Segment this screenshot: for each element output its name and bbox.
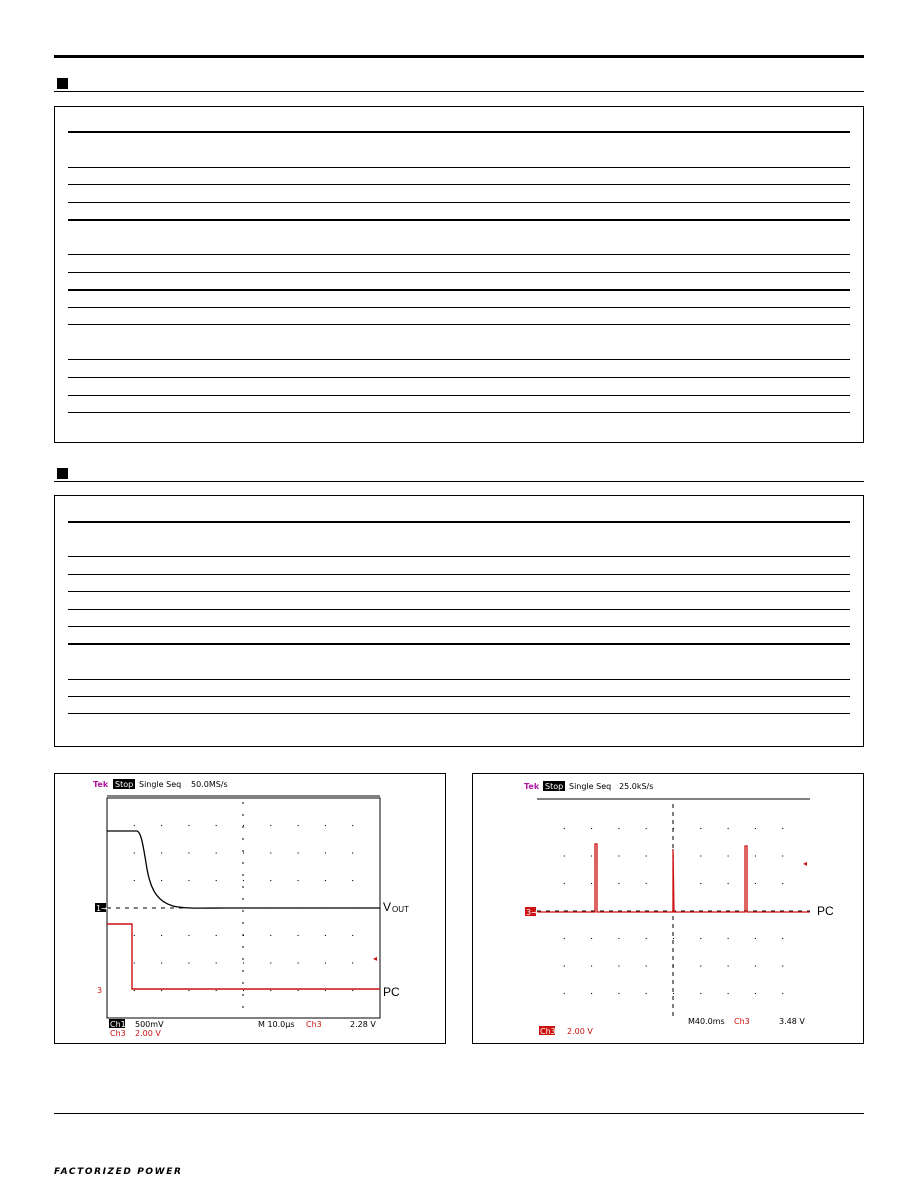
trigger-level: 3.48 V xyxy=(779,1017,805,1026)
table-rule xyxy=(68,713,850,714)
grid-dot xyxy=(352,990,353,991)
vout-label: V xyxy=(383,900,392,914)
grid-dot xyxy=(188,962,189,963)
grid-dot xyxy=(161,990,162,991)
ch3-scale: 2.00 V xyxy=(135,1029,161,1038)
grid-dot xyxy=(673,993,674,994)
grid-dot xyxy=(700,938,701,939)
grid-dot xyxy=(270,880,271,881)
ch3-scale: 2.00 V xyxy=(567,1027,593,1036)
grid-dot xyxy=(564,855,565,856)
grid-dot xyxy=(188,825,189,826)
grid-dot xyxy=(782,965,783,966)
grid-dot xyxy=(298,852,299,853)
spec-table-1 xyxy=(54,106,864,443)
table-rule xyxy=(68,272,850,273)
grid-dot xyxy=(216,935,217,936)
trigger-level: 2.28 V xyxy=(350,1020,376,1029)
footer-logo: FACTORIZED POWER xyxy=(54,1167,183,1177)
grid-dot xyxy=(325,852,326,853)
ch3-marker: 3→ xyxy=(526,908,538,917)
table-rule xyxy=(68,202,850,203)
grid-dot xyxy=(755,828,756,829)
grid-dot xyxy=(591,855,592,856)
grid-dot xyxy=(646,855,647,856)
ch1-marker: 1→ xyxy=(96,904,108,913)
table-rule xyxy=(68,591,850,592)
grid-dot xyxy=(243,852,244,853)
grid-dot xyxy=(134,825,135,826)
grid-dot xyxy=(134,935,135,936)
spec-table-2 xyxy=(54,495,864,747)
trigger-source: Ch3 xyxy=(306,1020,322,1029)
grid-dot xyxy=(564,883,565,884)
scope-brand: Tek xyxy=(524,782,540,791)
grid-dot xyxy=(700,855,701,856)
scope-2-svg xyxy=(473,774,863,1043)
top-rule xyxy=(54,55,864,58)
grid-dot xyxy=(564,938,565,939)
sample-rate: 25.0kS/s xyxy=(619,782,654,791)
trigger-level-icon: ◂ xyxy=(373,954,378,963)
stop-label: Stop xyxy=(545,782,564,791)
grid-dot xyxy=(134,990,135,991)
stop-label: Stop xyxy=(115,780,134,789)
grid-dot xyxy=(728,965,729,966)
grid-dot xyxy=(646,965,647,966)
grid-dot xyxy=(728,993,729,994)
ch1-scale: 500mV xyxy=(135,1020,164,1029)
table-rule xyxy=(68,412,850,413)
scope-capture-2 xyxy=(472,773,864,1044)
grid-dot xyxy=(325,880,326,881)
grid-dot xyxy=(646,993,647,994)
grid-dot xyxy=(298,990,299,991)
grid-dot xyxy=(564,965,565,966)
grid-dot xyxy=(564,993,565,994)
grid-dot xyxy=(216,990,217,991)
grid-dot xyxy=(755,965,756,966)
table-rule xyxy=(68,167,850,168)
section-marker-icon xyxy=(57,78,68,89)
grid-dot xyxy=(161,852,162,853)
grid-dot xyxy=(352,852,353,853)
grid-dot xyxy=(134,880,135,881)
grid-dot xyxy=(216,852,217,853)
scope-1-svg xyxy=(55,774,445,1043)
table-rule xyxy=(68,184,850,185)
grid-dot xyxy=(700,828,701,829)
grid-dot xyxy=(270,990,271,991)
grid-dot xyxy=(243,880,244,881)
scope-brand: Tek xyxy=(93,780,109,789)
grid-dot xyxy=(618,938,619,939)
grid-dot xyxy=(352,935,353,936)
grid-dot xyxy=(161,880,162,881)
grid-dot xyxy=(325,825,326,826)
grid-dot xyxy=(728,883,729,884)
grid-dot xyxy=(161,935,162,936)
grid-dot xyxy=(161,962,162,963)
table-rule xyxy=(68,696,850,697)
grid-dot xyxy=(216,962,217,963)
grid-dot xyxy=(618,993,619,994)
table-rule xyxy=(68,359,850,360)
grid-dot xyxy=(352,880,353,881)
grid-dot xyxy=(700,883,701,884)
grid-dot xyxy=(564,828,565,829)
bottom-rule xyxy=(54,1113,864,1114)
section-marker-icon xyxy=(57,468,68,479)
table-rule xyxy=(68,307,850,308)
grid-dot xyxy=(673,938,674,939)
table-rule xyxy=(68,289,850,291)
grid-dot xyxy=(243,962,244,963)
grid-dot xyxy=(352,825,353,826)
table-rule xyxy=(68,521,850,523)
grid-dot xyxy=(755,883,756,884)
grid-dot xyxy=(591,993,592,994)
section-header-2 xyxy=(54,467,864,482)
grid-dot xyxy=(591,965,592,966)
table-rule xyxy=(68,395,850,396)
grid-dot xyxy=(188,935,189,936)
grid-dot xyxy=(618,965,619,966)
grid-dot xyxy=(243,990,244,991)
table-rule xyxy=(68,626,850,627)
grid-dot xyxy=(782,828,783,829)
table-rule xyxy=(68,131,850,133)
grid-dot xyxy=(188,990,189,991)
grid-dot xyxy=(298,825,299,826)
table-rule xyxy=(68,377,850,378)
grid-dot xyxy=(700,993,701,994)
grid-dot xyxy=(755,938,756,939)
grid-dot xyxy=(270,962,271,963)
grid-dot xyxy=(618,828,619,829)
grid-dot xyxy=(618,855,619,856)
grid-dot xyxy=(591,883,592,884)
grid-dot xyxy=(618,883,619,884)
section-header-1 xyxy=(54,77,864,92)
ch3-tag: Ch3 xyxy=(540,1027,556,1036)
grid-dot xyxy=(216,880,217,881)
grid-dot xyxy=(591,938,592,939)
grid-dot xyxy=(270,825,271,826)
grid-dot xyxy=(270,935,271,936)
scope-capture-1 xyxy=(54,773,446,1044)
trigger-source: Ch3 xyxy=(734,1017,750,1026)
grid-dot xyxy=(782,938,783,939)
grid-dot xyxy=(352,962,353,963)
grid-dot xyxy=(134,962,135,963)
grid-dot xyxy=(591,828,592,829)
table-rule xyxy=(68,643,850,645)
ch1-tag: Ch1 xyxy=(110,1020,126,1029)
vout-subscript: OUT xyxy=(392,905,409,914)
grid-dot xyxy=(782,883,783,884)
ch3-marker: 3 xyxy=(97,986,103,995)
grid-dot xyxy=(728,855,729,856)
table-rule xyxy=(68,679,850,680)
table-rule xyxy=(68,324,850,325)
grid-dot xyxy=(298,880,299,881)
sample-rate: 50.0MS/s xyxy=(191,780,228,789)
timebase: M40.0ms xyxy=(688,1017,725,1026)
table-rule xyxy=(68,556,850,557)
grid-dot xyxy=(188,852,189,853)
pc-label: PC xyxy=(383,985,400,999)
table-rule xyxy=(68,219,850,221)
grid-dot xyxy=(755,993,756,994)
grid-dot xyxy=(728,828,729,829)
grid-dot xyxy=(134,852,135,853)
grid-dot xyxy=(782,993,783,994)
grid-dot xyxy=(646,938,647,939)
grid-dot xyxy=(298,935,299,936)
table-rule xyxy=(68,574,850,575)
trigger-level-icon: ◂ xyxy=(803,859,808,868)
timebase: M 10.0µs xyxy=(258,1020,295,1029)
grid-dot xyxy=(325,990,326,991)
table-rule xyxy=(68,609,850,610)
grid-dot xyxy=(728,938,729,939)
grid-dot xyxy=(188,880,189,881)
ch3-tag: Ch3 xyxy=(110,1029,126,1038)
grid-dot xyxy=(216,825,217,826)
grid-dot xyxy=(646,883,647,884)
grid-dot xyxy=(646,828,647,829)
grid-dot xyxy=(270,852,271,853)
grid-dot xyxy=(782,855,783,856)
acq-mode: Single Seq xyxy=(569,782,612,791)
grid-dot xyxy=(700,965,701,966)
grid-dot xyxy=(298,962,299,963)
acq-mode: Single Seq xyxy=(139,780,182,789)
table-rule xyxy=(68,254,850,255)
grid-dot xyxy=(325,935,326,936)
grid-dot xyxy=(755,855,756,856)
grid-dot xyxy=(243,825,244,826)
grid-dot xyxy=(325,962,326,963)
pc-label: PC xyxy=(817,904,834,918)
grid-dot xyxy=(161,825,162,826)
